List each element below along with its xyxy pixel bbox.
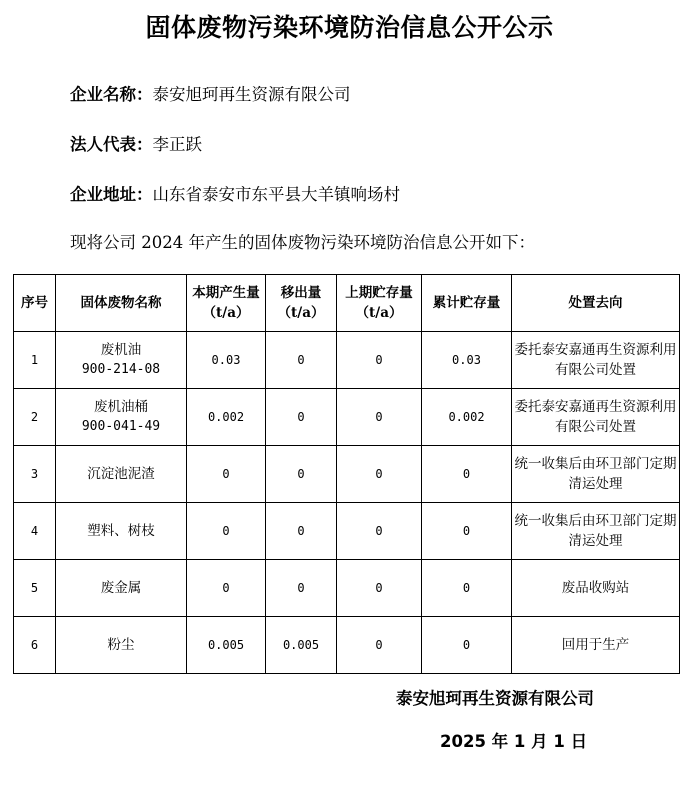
cell-no: 6 [14,617,56,674]
legal-rep-line [70,134,202,156]
cell-no: 5 [14,560,56,617]
header-prev-stored: 上期贮存量（t/a） [337,275,422,332]
address-value: 山东省泰安市东平县大羊镇响场村 [152,185,400,204]
waste-table [13,274,680,674]
cell-prev-stored: 0 [337,617,422,674]
cell-cum-stored: 0 [422,560,512,617]
cell-transferred: 0 [266,503,337,560]
cell-name: 粉尘 [56,617,187,674]
cell-disposal: 废品收购站 [512,560,680,617]
cell-disposal: 委托泰安嘉通再生资源利用有限公司处置 [512,389,680,446]
cell-produced: 0.005 [187,617,266,674]
page-title: 固体废物污染环境防治信息公开公示 [145,13,554,42]
header-transferred: 移出量（t/a） [266,275,337,332]
table-row [14,617,680,674]
header-cum-stored: 累计贮存量 [422,275,512,332]
cell-name: 塑料、树枝 [56,503,187,560]
legal-rep-value: 李正跃 [152,135,202,154]
company-name-line [70,84,351,106]
table-row [14,503,680,560]
cell-produced: 0.03 [187,332,266,389]
intro-text: 现将公司 2024 年产生的固体废物污染环境防治信息公开如下： [70,233,535,252]
cell-produced: 0 [187,446,266,503]
cell-disposal: 回用于生产 [512,617,680,674]
table-header-row [14,275,680,332]
header-name: 固体废物名称 [56,275,187,332]
address-line [70,184,400,206]
cell-prev-stored: 0 [337,503,422,560]
cell-disposal: 委托泰安嘉通再生资源利用有限公司处置 [512,332,680,389]
table-row [14,446,680,503]
address-label: 企业地址： [70,185,153,204]
footer-date: 2025 年 1 月 1 日 [440,732,588,751]
company-name-label: 企业名称： [70,85,153,104]
cell-name: 沉淀池泥渣 [56,446,187,503]
cell-name: 废机油桶 900-041-49 [56,389,187,446]
cell-cum-stored: 0 [422,617,512,674]
cell-transferred: 0 [266,332,337,389]
cell-cum-stored: 0.03 [422,332,512,389]
cell-transferred: 0 [266,560,337,617]
legal-rep-label: 法人代表： [70,135,153,154]
cell-no: 1 [14,332,56,389]
cell-prev-stored: 0 [337,389,422,446]
cell-cum-stored: 0 [422,446,512,503]
header-disposal: 处置去向 [512,275,680,332]
cell-cum-stored: 0.002 [422,389,512,446]
cell-transferred: 0.005 [266,617,337,674]
header-produced: 本期产生量（t/a） [187,275,266,332]
cell-no: 3 [14,446,56,503]
cell-prev-stored: 0 [337,446,422,503]
footer-company: 泰安旭珂再生资源有限公司 [396,689,594,708]
cell-produced: 0 [187,503,266,560]
cell-disposal: 统一收集后由环卫部门定期清运处理 [512,503,680,560]
cell-produced: 0.002 [187,389,266,446]
header-no: 序号 [14,275,56,332]
cell-no: 4 [14,503,56,560]
company-name-value: 泰安旭珂再生资源有限公司 [152,85,351,104]
table-row [14,332,680,389]
cell-disposal: 统一收集后由环卫部门定期清运处理 [512,446,680,503]
cell-name: 废机油 900-214-08 [56,332,187,389]
cell-no: 2 [14,389,56,446]
cell-cum-stored: 0 [422,503,512,560]
cell-name: 废金属 [56,560,187,617]
cell-prev-stored: 0 [337,560,422,617]
cell-transferred: 0 [266,389,337,446]
cell-produced: 0 [187,560,266,617]
cell-prev-stored: 0 [337,332,422,389]
table-row [14,389,680,446]
table-row [14,560,680,617]
cell-transferred: 0 [266,446,337,503]
